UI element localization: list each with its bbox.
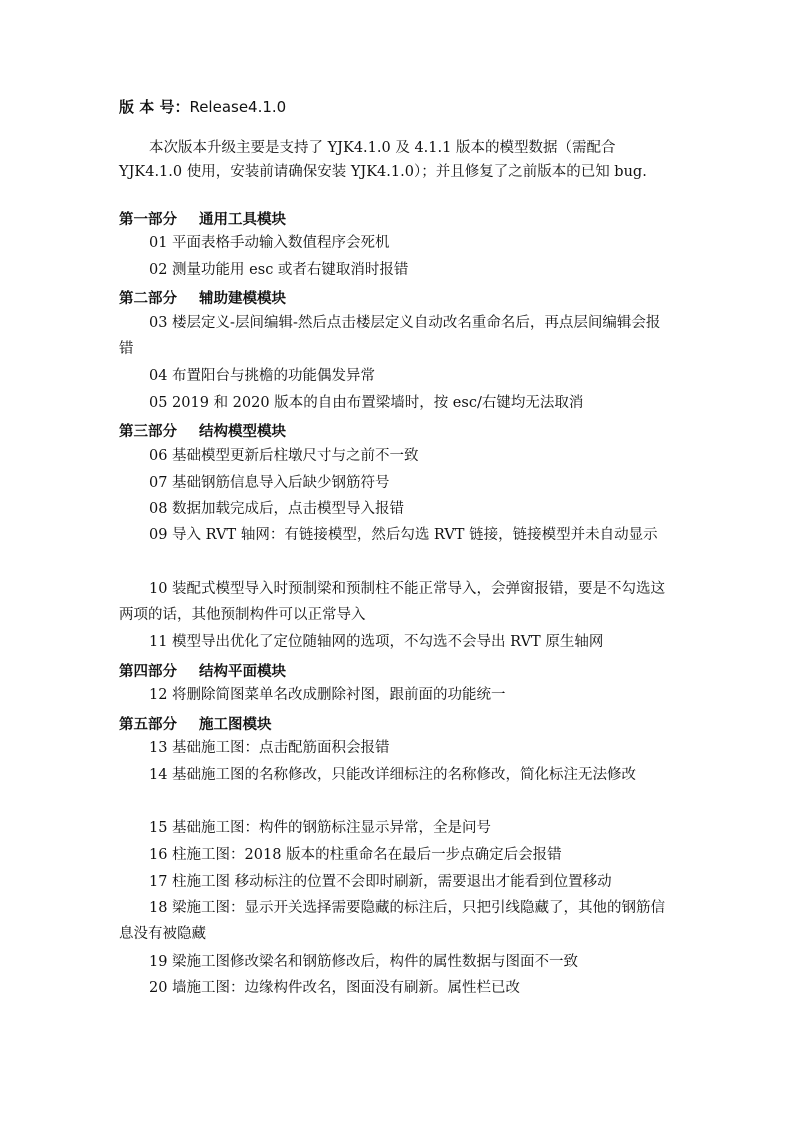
- list-item-08: 08 数据加载完成后，点击模型导入报错: [149, 501, 405, 517]
- list-item-13: 13 基础施工图：点击配筋面积会报错: [149, 740, 390, 756]
- section-part: 第三部分: [119, 424, 177, 440]
- list-item-15: 15 基础施工图：构件的钢筋标注显示异常，全是问号: [149, 820, 492, 836]
- section-heading-2: [119, 287, 286, 308]
- list-item-03: 03 楼层定义-层间编辑-然后点击楼层定义自动改名重命名后，再点层间编辑会报错: [119, 315, 661, 357]
- section-title: 施工图模块: [199, 717, 272, 733]
- section-heading-3: [119, 420, 286, 441]
- list-item-18: 18 梁施工图：显示开关选择需要隐藏的标注后，只把引线隐藏了，其他的钢筋信息没有被隐藏: [119, 900, 666, 942]
- list-item-12: 12 将删除简图菜单名改成删除衬图，跟前面的功能统一: [149, 687, 506, 703]
- list-item-05: 05 2019 和 2020 版本的自由布置梁墙时，按 esc/右键均无法取消: [149, 395, 584, 411]
- section-part: 第一部分: [119, 212, 177, 228]
- intro-paragraph: 本次版本升级主要是支持了 YJK4.1.0 及 4.1.1 版本的模型数据（需配合 YJK4.1.0 使用，安装前请确保安装 YJK4.1.0）；并且修复了之前版本的已知 bug.: [119, 140, 647, 180]
- list-item-16: 16 柱施工图：2018 版本的柱重命名在最后一步点确定后会报错: [149, 847, 562, 863]
- version-label: 版 本 号：: [119, 98, 190, 116]
- list-item-07: 07 基础钢筋信息导入后缺少钢筋符号: [149, 475, 390, 491]
- list-item-02: 02 测量功能用 esc 或者右键取消时报错: [149, 262, 409, 278]
- section-title: 结构平面模块: [199, 664, 286, 680]
- section-heading-5: [119, 713, 272, 734]
- section-heading-1: [119, 208, 286, 229]
- section-part: 第四部分: [119, 664, 177, 680]
- section-part: 第二部分: [119, 291, 177, 307]
- section-heading-4: [119, 660, 286, 681]
- list-item-04: 04 布置阳台与挑檐的功能偶发异常: [149, 368, 376, 384]
- list-item-19: 19 梁施工图修改梁名和钢筋修改后，构件的属性数据与图面不一致: [149, 954, 579, 970]
- list-item-10: 10 装配式模型导入时预制梁和预制柱不能正常导入，会弹窗报错，要是不勾选这两项的话，其他预制构件可以正常导入: [119, 581, 666, 623]
- section-title: 结构模型模块: [199, 424, 286, 440]
- list-item-06: 06 基础模型更新后柱墩尺寸与之前不一致: [149, 448, 419, 464]
- section-part: 第五部分: [119, 717, 177, 733]
- list-item-20: 20 墙施工图：边缘构件改名，图面没有刷新。属性栏已改: [149, 980, 521, 996]
- list-item-17: 17 柱施工图 移动标注的位置不会即时刷新，需要退出才能看到位置移动: [149, 874, 612, 890]
- section-title: 通用工具模块: [199, 212, 286, 228]
- list-item-11: 11 模型导出优化了定位随轴网的选项，不勾选不会导出 RVT 原生轴网: [149, 634, 604, 650]
- list-item-09: 09 导入 RVT 轴网：有链接模型，然后勾选 RVT 链接，链接模型并未自动显示: [149, 527, 658, 543]
- section-title: 辅助建模模块: [199, 291, 286, 307]
- list-item-01: 01 平面表格手动输入数值程序会死机: [149, 235, 390, 251]
- version-value: Release4.1.0: [189, 98, 287, 116]
- version-line: [119, 96, 674, 117]
- list-item-14: 14 基础施工图的名称修改，只能改详细标注的名称修改，简化标注无法修改: [149, 767, 637, 783]
